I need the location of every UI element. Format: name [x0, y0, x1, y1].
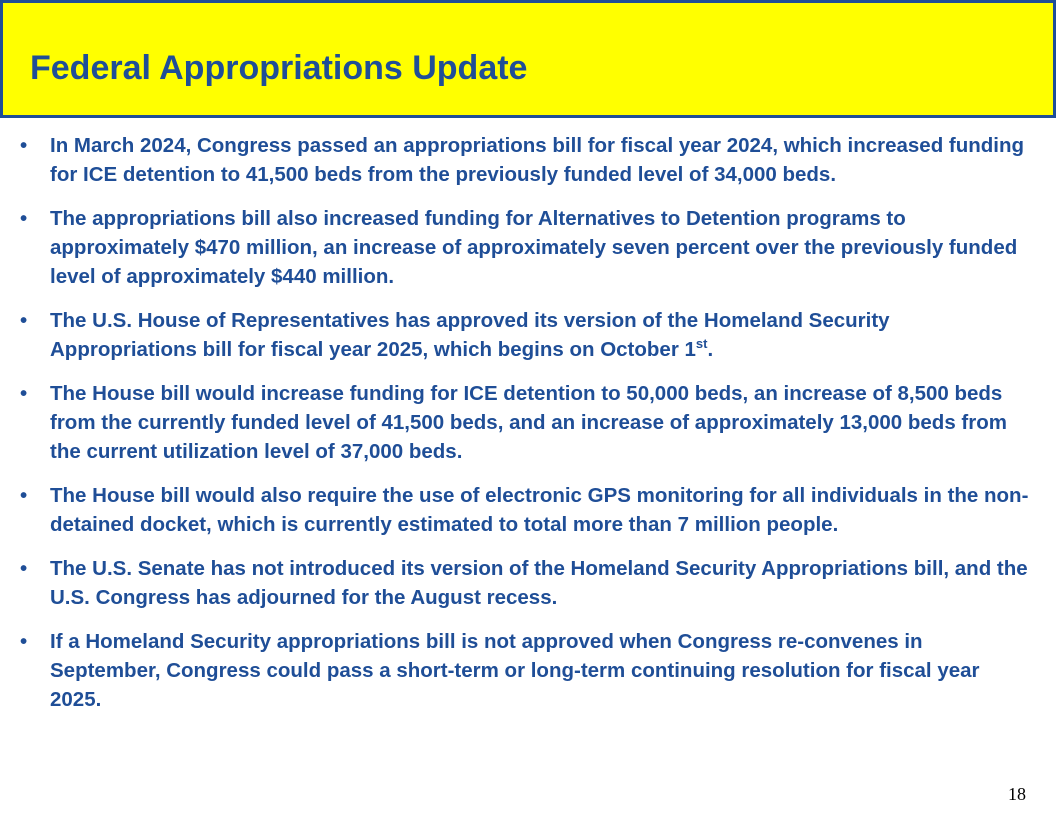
title-banner: [0, 0, 1056, 118]
ordinal-suffix: st: [695, 336, 708, 352]
bullet-item: • In March 2024, Congress passed an appropriations bill for fiscal year 2024, which increased funding for ICE detention to 41,500 beds from the previously funded level of 34,000 beds.: [20, 131, 1030, 189]
bullet-tail: .: [707, 338, 714, 361]
bullet-item: • The House bill would increase funding for ICE detention to 50,000 beds, an increase of 8,500 beds from the currently funded level of 41,500 beds, and an increase of approximately 13,000 beds from the current utilization level of 37,000 beds.: [20, 379, 1030, 466]
slide-title: Federal Appropriations Update: [30, 49, 528, 87]
bullet-item: • The appropriations bill also increased funding for Alternatives to Detention programs to approximately $470 million, an increase of approximately seven percent over the previously funded level of approximately $440 million.: [20, 204, 1030, 291]
bullet-item: • The U.S. Senate has not introduced its version of the Homeland Security Appropriations bill, and the U.S. Congress has adjourned for the August recess.: [20, 554, 1030, 612]
bullet-text: The U.S. House of Representatives has approved its version of the Homeland Security Appropriations bill for fiscal year 2025, which begins on October 1: [50, 309, 890, 361]
bullet-item: • The House bill would also require the use of electronic GPS monitoring for all individuals in the non-detained docket, which is currently estimated to total more than 7 million people.: [20, 481, 1030, 539]
bullet-item: • If a Homeland Security appropriations bill is not approved when Congress re-convenes in September, Congress could pass a short-term or long-term continuing resolution for fiscal year 2025.: [20, 627, 1030, 714]
page-number: 18: [1008, 784, 1026, 804]
bullet-list: [20, 131, 1030, 729]
bullet-item: [20, 306, 1030, 364]
